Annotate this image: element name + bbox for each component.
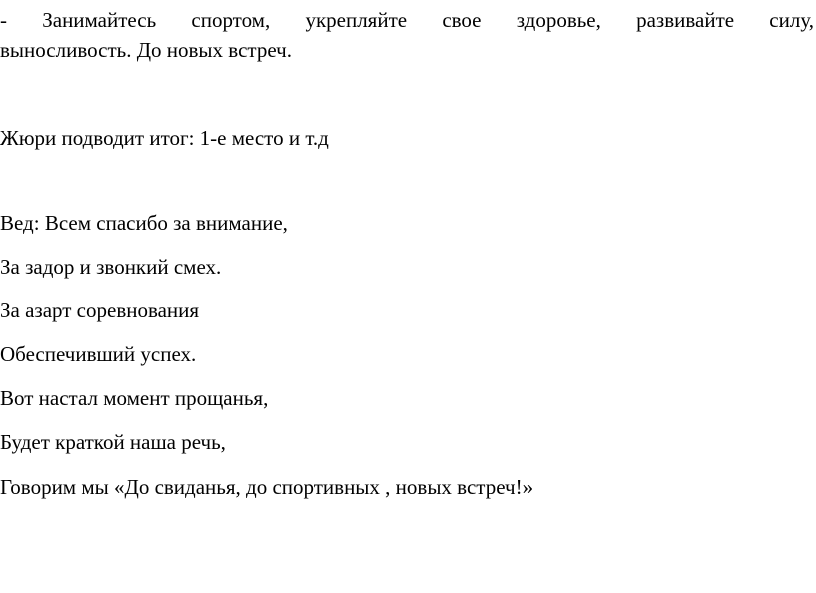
poem-line: За азарт соревнования [0, 298, 200, 322]
paragraph-line-2: выносливость. До новых встреч. [0, 38, 292, 62]
jury-line: Жюри подводит итог: 1-е место и т.д [0, 126, 329, 150]
paragraph-line-1: - Занимайтесь спортом, укрепляйте свое здоровье, развивайте силу, [0, 8, 814, 32]
poem-line: Вот настал момент прощанья, [0, 386, 269, 410]
poem-line: Говорим мы «До свиданья, до спортивных , новых встреч!» [0, 475, 534, 499]
poem-line: Вед: Всем спасибо за внимание, [0, 211, 288, 235]
poem-line: За задор и звонкий смех. [0, 255, 222, 279]
poem-line: Обеспечивший успех. [0, 342, 197, 366]
poem-line: Будет краткой наша речь, [0, 430, 226, 454]
